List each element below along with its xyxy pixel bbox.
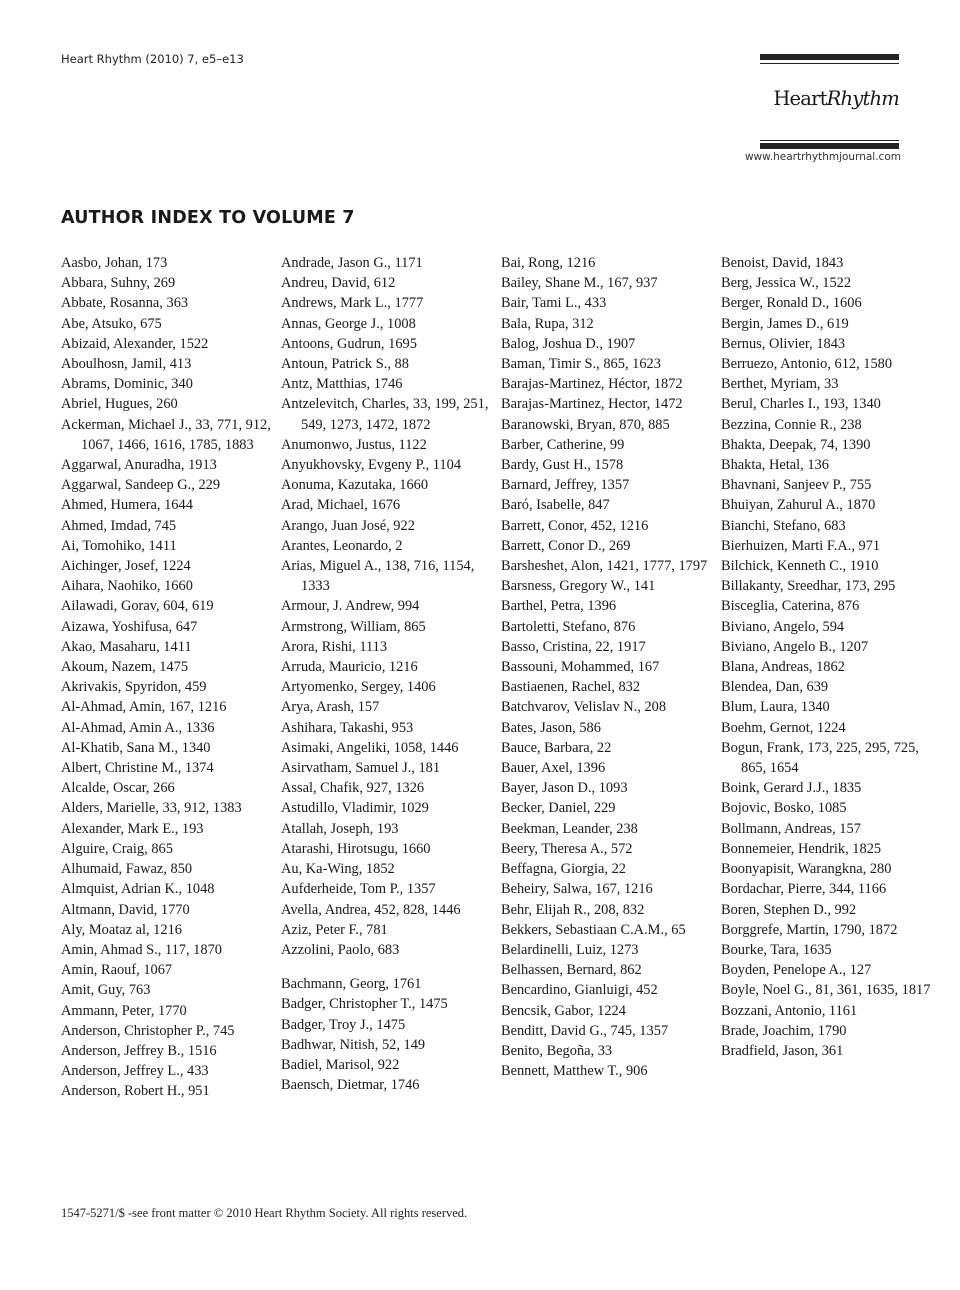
author-entry: Altmann, David, 1770 — [61, 901, 190, 918]
author-entry: Bhuiyan, Zahurul A., 1870 — [721, 497, 876, 514]
journal-url: www.heartrhythmjournal.com — [744, 151, 901, 163]
author-entry: Basso, Cristina, 22, 1917 — [501, 638, 646, 655]
author-entry: Asimaki, Angeliki, 1058, 1446 — [281, 739, 459, 756]
author-entry: Biviano, Angelo, 594 — [721, 618, 845, 635]
author-entry: Berul, Charles I., 193, 1340 — [721, 396, 881, 413]
author-entry: Bollmann, Andreas, 157 — [721, 820, 861, 837]
author-entry: Billakanty, Sreedhar, 173, 295 — [721, 578, 896, 595]
author-entry: Biviano, Angelo B., 1207 — [721, 638, 869, 655]
author-entry: Bezzina, Connie R., 238 — [721, 416, 862, 433]
author-entry: Bhakta, Hetal, 136 — [721, 457, 829, 474]
author-entry: Abizaid, Alexander, 1522 — [61, 335, 209, 352]
page-title: AUTHOR INDEX TO VOLUME 7 — [61, 208, 355, 228]
author-entry: Abrams, Dominic, 340 — [61, 376, 193, 393]
author-entry: Berthet, Myriam, 33 — [721, 376, 839, 393]
author-entry: Aasbo, Johan, 173 — [61, 255, 168, 271]
journal-logo — [760, 87, 899, 110]
author-entry: Bozzani, Antonio, 1161 — [721, 1002, 858, 1019]
author-entry: Barrett, Conor D., 269 — [501, 537, 631, 554]
author-entry: Armstrong, William, 865 — [281, 618, 426, 635]
index-column-2 — [281, 253, 496, 1095]
author-entry: Berruezo, Antonio, 612, 1580 — [721, 356, 893, 373]
author-entry: Bachmann, Georg, 1761 — [281, 976, 422, 993]
author-entry: Badhwar, Nitish, 52, 149 — [281, 1036, 426, 1053]
author-entry: Barajas-Martinez, Hector, 1472 — [501, 396, 683, 413]
author-entry: Avella, Andrea, 452, 828, 1446 — [281, 901, 461, 918]
author-entry: Akrivakis, Spyridon, 459 — [61, 679, 207, 696]
author-entry: Ackerman, Michael J., 33, 771, 912, 1067, 1466, 1616, 1785, 1883 — [61, 416, 271, 453]
author-entry: Bergin, James D., 619 — [721, 315, 849, 332]
author-entry: Blum, Laura, 1340 — [721, 699, 830, 716]
author-entry: Bauce, Barbara, 22 — [501, 739, 612, 756]
author-entry: Behr, Elijah R., 208, 832 — [501, 901, 645, 918]
author-entry: Bennett, Matthew T., 906 — [501, 1063, 648, 1080]
author-entry: Arias, Miguel A., 138, 716, 1154, 1333 — [281, 558, 475, 595]
author-entry: Boehm, Gernot, 1224 — [721, 719, 846, 736]
author-entry: Bates, Jason, 586 — [501, 719, 601, 736]
author-entry: Anderson, Jeffrey B., 1516 — [61, 1042, 217, 1059]
author-entry: Ailawadi, Gorav, 604, 619 — [61, 598, 214, 615]
author-entry: Aboulhosn, Jamil, 413 — [61, 356, 192, 373]
masthead-bottom-rule — [760, 143, 899, 149]
author-entry: Belhassen, Bernard, 862 — [501, 962, 642, 979]
author-entry: Brade, Joachim, 1790 — [721, 1022, 847, 1039]
logo-heart: Heart — [773, 87, 827, 110]
author-entry: Annas, George J., 1008 — [281, 315, 416, 332]
author-entry: Antz, Matthias, 1746 — [281, 376, 403, 393]
author-entry: Alhumaid, Fawaz, 850 — [61, 861, 193, 878]
author-entry: Bonnemeier, Hendrik, 1825 — [721, 840, 882, 857]
author-entry: Al-Ahmad, Amin A., 1336 — [61, 719, 215, 736]
author-entry: Barsheshet, Alon, 1421, 1777, 1797 — [501, 558, 708, 575]
author-entry: Bogun, Frank, 173, 225, 295, 725, 865, 1654 — [721, 739, 919, 777]
author-entry: Baranowski, Bryan, 870, 885 — [501, 416, 670, 433]
author-entry: Borggrefe, Martin, 1790, 1872 — [721, 921, 898, 938]
author-entry: Antoons, Gudrun, 1695 — [281, 335, 417, 352]
author-entry: Antoun, Patrick S., 88 — [281, 356, 409, 373]
author-entry: Barsness, Gregory W., 141 — [501, 578, 656, 595]
author-entry: Bourke, Tara, 1635 — [721, 941, 832, 958]
author-entry: Blendea, Dan, 639 — [721, 679, 829, 696]
author-entry: Atarashi, Hirotsugu, 1660 — [281, 840, 431, 857]
author-entry: Boren, Stephen D., 992 — [721, 901, 857, 918]
author-entry: Bekkers, Sebastiaan C.A.M., 65 — [501, 921, 686, 938]
author-entry: Boyle, Noel G., 81, 361, 1635, 1817 — [721, 982, 931, 999]
author-entry: Bojovic, Bosko, 1085 — [721, 800, 847, 817]
author-entry: Bassouni, Mohammed, 167 — [501, 659, 660, 676]
author-entry: Barajas-Martinez, Héctor, 1872 — [501, 376, 683, 393]
author-entry: Boonyapisit, Warangkna, 280 — [721, 861, 892, 878]
author-entry: Albert, Christine M., 1374 — [61, 760, 214, 777]
author-entry: Boink, Gerard J.J., 1835 — [721, 780, 862, 797]
author-entry: Aichinger, Josef, 1224 — [61, 558, 191, 575]
author-entry: Arya, Arash, 157 — [281, 699, 380, 716]
author-entry: Bilchick, Kenneth C., 1910 — [721, 558, 879, 575]
author-entry: Berg, Jessica W., 1522 — [721, 275, 852, 292]
author-entry: Benoist, David, 1843 — [721, 255, 844, 271]
index-column-4 — [721, 253, 936, 1061]
author-entry: Bhakta, Deepak, 74, 1390 — [721, 436, 871, 453]
author-entry: Bianchi, Stefano, 683 — [721, 517, 846, 534]
author-entry: Balog, Joshua D., 1907 — [501, 335, 636, 352]
author-entry: Au, Ka-Wing, 1852 — [281, 861, 395, 878]
author-entry: Arruda, Mauricio, 1216 — [281, 659, 418, 676]
author-entry: Becker, Daniel, 229 — [501, 800, 616, 817]
author-entry: Anderson, Robert H., 951 — [61, 1083, 210, 1100]
journal-citation: Heart Rhythm (2010) 7, e5–e13 — [61, 52, 244, 66]
author-entry: Ahmed, Imdad, 745 — [61, 517, 177, 534]
author-entry: Bair, Tami L., 433 — [501, 295, 607, 312]
author-entry: Aonuma, Kazutaka, 1660 — [281, 477, 429, 494]
author-entry: Beery, Theresa A., 572 — [501, 840, 633, 857]
author-entry: Bailey, Shane M., 167, 937 — [501, 275, 658, 292]
author-entry: Baman, Timir S., 865, 1623 — [501, 356, 661, 373]
author-entry: Abe, Atsuko, 675 — [61, 315, 162, 332]
author-entry: Bernus, Olivier, 1843 — [721, 335, 846, 352]
author-entry: Abriel, Hugues, 260 — [61, 396, 178, 413]
author-entry: Bartoletti, Stefano, 876 — [501, 618, 636, 635]
author-entry: Beffagna, Giorgia, 22 — [501, 861, 626, 878]
author-entry: Amin, Ahmad S., 117, 1870 — [61, 941, 222, 958]
author-entry: Andreu, David, 612 — [281, 275, 396, 292]
author-entry: Bauer, Axel, 1396 — [501, 760, 606, 777]
author-entry: Bencardino, Gianluigi, 452 — [501, 982, 658, 999]
author-entry: Barthel, Petra, 1396 — [501, 598, 617, 615]
author-entry: Aggarwal, Anuradha, 1913 — [61, 457, 217, 474]
author-entry: Atallah, Joseph, 193 — [281, 820, 399, 837]
author-entry: Baensch, Dietmar, 1746 — [281, 1077, 420, 1094]
author-entry: Barrett, Conor, 452, 1216 — [501, 517, 649, 534]
author-entry: Bisceglia, Caterina, 876 — [721, 598, 860, 615]
author-entry: Akao, Masaharu, 1411 — [61, 638, 192, 655]
author-entry: Bencsik, Gabor, 1224 — [501, 1002, 626, 1019]
author-entry: Bierhuizen, Marti F.A., 971 — [721, 537, 881, 554]
author-entry: Arora, Rishi, 1113 — [281, 638, 388, 655]
author-entry: Anumonwo, Justus, 1122 — [281, 436, 427, 453]
author-entry: Bordachar, Pierre, 344, 1166 — [721, 881, 887, 898]
author-entry: Asirvatham, Samuel J., 181 — [281, 760, 441, 777]
copyright-footer: 1547-5271/$ -see front matter © 2010 Heart Rhythm Society. All rights reserved. — [61, 1206, 468, 1220]
author-entry: Aziz, Peter F., 781 — [281, 921, 388, 938]
author-entry: Bardy, Gust H., 1578 — [501, 457, 624, 474]
author-entry: Astudillo, Vladimir, 1029 — [281, 800, 429, 817]
author-entry: Andrade, Jason G., 1171 — [281, 255, 423, 271]
author-entry: Anderson, Christopher P., 745 — [61, 1022, 235, 1039]
author-entry: Baró, Isabelle, 847 — [501, 497, 610, 514]
author-entry: Al-Khatib, Sana M., 1340 — [61, 739, 211, 756]
author-entry: Anyukhovsky, Evgeny P., 1104 — [281, 457, 462, 474]
author-entry: Badger, Christopher T., 1475 — [281, 996, 448, 1013]
author-entry: Antzelevitch, Charles, 33, 199, 251, 549, 1273, 1472, 1872 — [281, 396, 489, 433]
author-entry: Bradfield, Jason, 361 — [721, 1042, 844, 1059]
author-entry: Anderson, Jeffrey L., 433 — [61, 1063, 209, 1080]
author-entry: Almquist, Adrian K., 1048 — [61, 881, 215, 898]
author-entry: Aizawa, Yoshifusa, 647 — [61, 618, 198, 635]
author-entry: Batchvarov, Velislav N., 208 — [501, 699, 667, 716]
author-entry: Arango, Juan José, 922 — [281, 517, 415, 534]
author-entry: Amin, Raouf, 1067 — [61, 962, 173, 979]
author-entry: Beheiry, Salwa, 167, 1216 — [501, 881, 653, 898]
author-entry: Arad, Michael, 1676 — [281, 497, 401, 514]
author-entry: Bala, Rupa, 312 — [501, 315, 594, 332]
author-entry: Bastiaenen, Rachel, 832 — [501, 679, 641, 696]
index-column-3 — [501, 253, 716, 1081]
author-entry: Ai, Tomohiko, 1411 — [61, 537, 177, 554]
logo-rhythm: Rhythm — [826, 87, 899, 110]
author-entry: Ahmed, Humera, 1644 — [61, 497, 193, 514]
author-entry: Arantes, Leonardo, 2 — [281, 537, 403, 554]
author-entry: Artyomenko, Sergey, 1406 — [281, 679, 436, 696]
author-entry: Armour, J. Andrew, 994 — [281, 598, 420, 615]
author-entry: Benditt, David G., 745, 1357 — [501, 1022, 669, 1039]
masthead-bottom-thin-rule — [760, 140, 899, 141]
author-entry: Blana, Andreas, 1862 — [721, 659, 845, 676]
author-entry: Benito, Begoña, 33 — [501, 1042, 613, 1059]
index-column-1 — [61, 253, 276, 1102]
author-entry: Ammann, Peter, 1770 — [61, 1002, 187, 1019]
author-entry: Beekman, Leander, 238 — [501, 820, 638, 837]
author-entry: Aufderheide, Tom P., 1357 — [281, 881, 436, 898]
author-entry: Belardinelli, Luiz, 1273 — [501, 941, 639, 958]
author-entry: Bai, Rong, 1216 — [501, 255, 596, 271]
author-entry: Al-Ahmad, Amin, 167, 1216 — [61, 699, 227, 716]
author-entry: Abbate, Rosanna, 363 — [61, 295, 189, 312]
author-entry: Aggarwal, Sandeep G., 229 — [61, 477, 221, 494]
author-entry: Badiel, Marisol, 922 — [281, 1056, 400, 1073]
author-entry: Akoum, Nazem, 1475 — [61, 659, 189, 676]
author-entry: Assal, Chafik, 927, 1326 — [281, 780, 425, 797]
author-entry: Badger, Troy J., 1475 — [281, 1016, 406, 1033]
author-entry: Bayer, Jason D., 1093 — [501, 780, 628, 797]
author-entry: Abbara, Suhny, 269 — [61, 275, 176, 292]
author-entry: Amit, Guy, 763 — [61, 982, 151, 999]
author-entry: Bhavnani, Sanjeev P., 755 — [721, 477, 872, 494]
author-entry: Barnard, Jeffrey, 1357 — [501, 477, 630, 494]
author-entry: Andrews, Mark L., 1777 — [281, 295, 424, 312]
author-entry: Alexander, Mark E., 193 — [61, 820, 204, 837]
author-entry: Barber, Catherine, 99 — [501, 436, 625, 453]
author-entry: Alguire, Craig, 865 — [61, 840, 173, 857]
author-entry: Alcalde, Oscar, 266 — [61, 780, 175, 797]
masthead-top-rule — [760, 54, 899, 60]
author-entry: Aly, Moataz al, 1216 — [61, 921, 182, 938]
author-entry: Azzolini, Paolo, 683 — [281, 941, 400, 958]
author-entry: Ashihara, Takashi, 953 — [281, 719, 414, 736]
author-entry: Berger, Ronald D., 1606 — [721, 295, 862, 312]
author-entry: Boyden, Penelope A., 127 — [721, 962, 872, 979]
author-entry: Aihara, Naohiko, 1660 — [61, 578, 193, 595]
masthead-top-thin-rule — [760, 63, 899, 64]
author-entry: Alders, Marielle, 33, 912, 1383 — [61, 800, 242, 817]
